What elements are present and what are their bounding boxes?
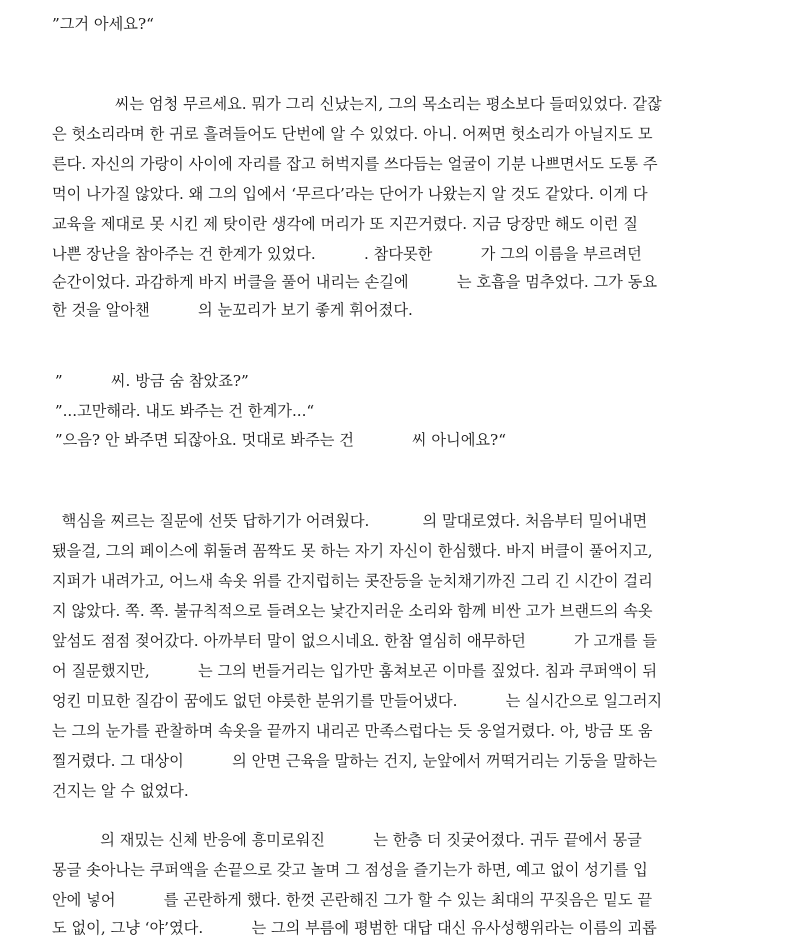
- paragraph-2-line-2: 됐을걸, 그의 페이스에 휘둘려 꼼짝도 못 하는 자기 자신이 한심했다. 바지 버클이 풀어지고,: [52, 542, 653, 560]
- paragraph-1-line-2: 은 헛소리라며 한 귀로 흘려들어도 단번에 알 수 있었다. 아니. 어쩌면 헛소리가 아닐지도 모: [52, 125, 653, 143]
- paragraph-1-line-1: 씨는 엄청 무르세요. 뭐가 그리 신났는지, 그의 목소리는 평소보다 들떠있었다. 같잖: [52, 95, 662, 113]
- paragraph-1-line-5: 교육을 제대로 못 시킨 제 탓이란 생각에 머리가 또 지끈거렸다. 지금 당장만 해도 이런 질: [52, 215, 638, 233]
- paragraph-2-line-9: 찔거렸다. 그 대상이 의 안면 근육을 말하는 건지, 눈앞에서 꺼떡거리는 기둥을 말하는: [52, 752, 658, 770]
- paragraph-3-line-4: 도 없이, 그냥 ‘야’였다. 는 그의 부름에 평범한 대답 대신 유사성행위라는 이름의 괴롭: [52, 919, 657, 937]
- paragraph-2-line-1: 핵심을 찌르는 질문에 선뜻 답하기가 어려웠다. 의 말대로였다. 처음부터 밀어내면: [52, 512, 648, 530]
- paragraph-1-line-8: 한 것을 알아챈 의 눈꼬리가 보기 좋게 휘어졌다.: [52, 301, 413, 319]
- paragraph-1-line-4: 먹이 나가질 않았다. 왜 그의 입에서 ‘무르다’라는 단어가 나왔는지 알 것도 같았다. 이게 다: [52, 185, 648, 203]
- paragraph-2-line-7: 엉킨 미묘한 질감이 꿈에도 없던 야릇한 분위기를 만들어냈다. 는 실시간으로 일그러지: [52, 692, 663, 710]
- dialogue-line-3: ”으음? 안 봐주면 되잖아요. 멋대로 봐주는 건 씨 아니에요?“: [50, 431, 506, 449]
- paragraph-3-line-1: 의 재밌는 신체 반응에 흥미로워진 는 한층 더 짓궂어졌다. 귀두 끝에서 몽글: [52, 831, 642, 849]
- paragraph-1-line-6: 나쁜 장난을 참아주는 건 한계가 있었다. . 참다못한 가 그의 이름을 부르려던: [52, 245, 642, 263]
- opening-line: ”그거 아세요?“: [52, 15, 154, 33]
- paragraph-2-line-10: 건지는 알 수 없었다.: [52, 782, 189, 800]
- paragraph-3-line-3: 안에 넣어 를 곤란하게 했다. 한껏 곤란해진 그가 할 수 있는 최대의 꾸짖음은 밑도 끝: [52, 891, 653, 909]
- dialogue-line-2: ”...고만해라. 내도 봐주는 건 한계가...“: [50, 402, 315, 420]
- paragraph-2-line-5: 앞섬도 점점 젖어갔다. 아까부터 말이 없으시네요. 한참 열심히 애무하던 가 고개를 들: [52, 632, 658, 650]
- paragraph-1-line-3: 른다. 자신의 가랑이 사이에 자리를 잡고 허벅지를 쓰다듬는 얼굴이 기분 나쁘면서도 도통 주: [52, 155, 658, 173]
- dialogue-line-1: ” 씨. 방금 숨 참았죠?”: [50, 372, 249, 390]
- paragraph-1-line-7: 순간이었다. 과감하게 바지 버클을 풀어 내리는 손길에 는 호흡을 멈추었다. 그가 동요: [52, 273, 658, 291]
- paragraph-2-line-3: 지퍼가 내려가고, 어느새 속옷 위를 간지럽히는 콧잔등을 눈치채기까진 그리 긴 시간이 걸리: [52, 572, 653, 590]
- paragraph-2-line-4: 지 않았다. 쪽. 쪽. 불규칙적으로 들려오는 낯간지러운 소리와 함께 비싼 고가 브랜드의 속옷: [52, 602, 653, 620]
- paragraph-2-line-6: 어 질문했지만, 는 그의 번들거리는 입가만 훔쳐보곤 이마를 짚었다. 침과 쿠퍼액이 뒤: [52, 662, 658, 680]
- paragraph-3-line-2: 몽글 솟아나는 쿠퍼액을 손끝으로 갖고 놀며 그 점성을 즐기는가 하면, 예고 없이 성기를 입: [52, 861, 648, 879]
- paragraph-2-line-8: 는 그의 눈가를 관찰하며 속옷을 끝까지 내리곤 만족스럽다는 듯 웅얼거렸다. 아, 방금 또 움: [52, 722, 653, 740]
